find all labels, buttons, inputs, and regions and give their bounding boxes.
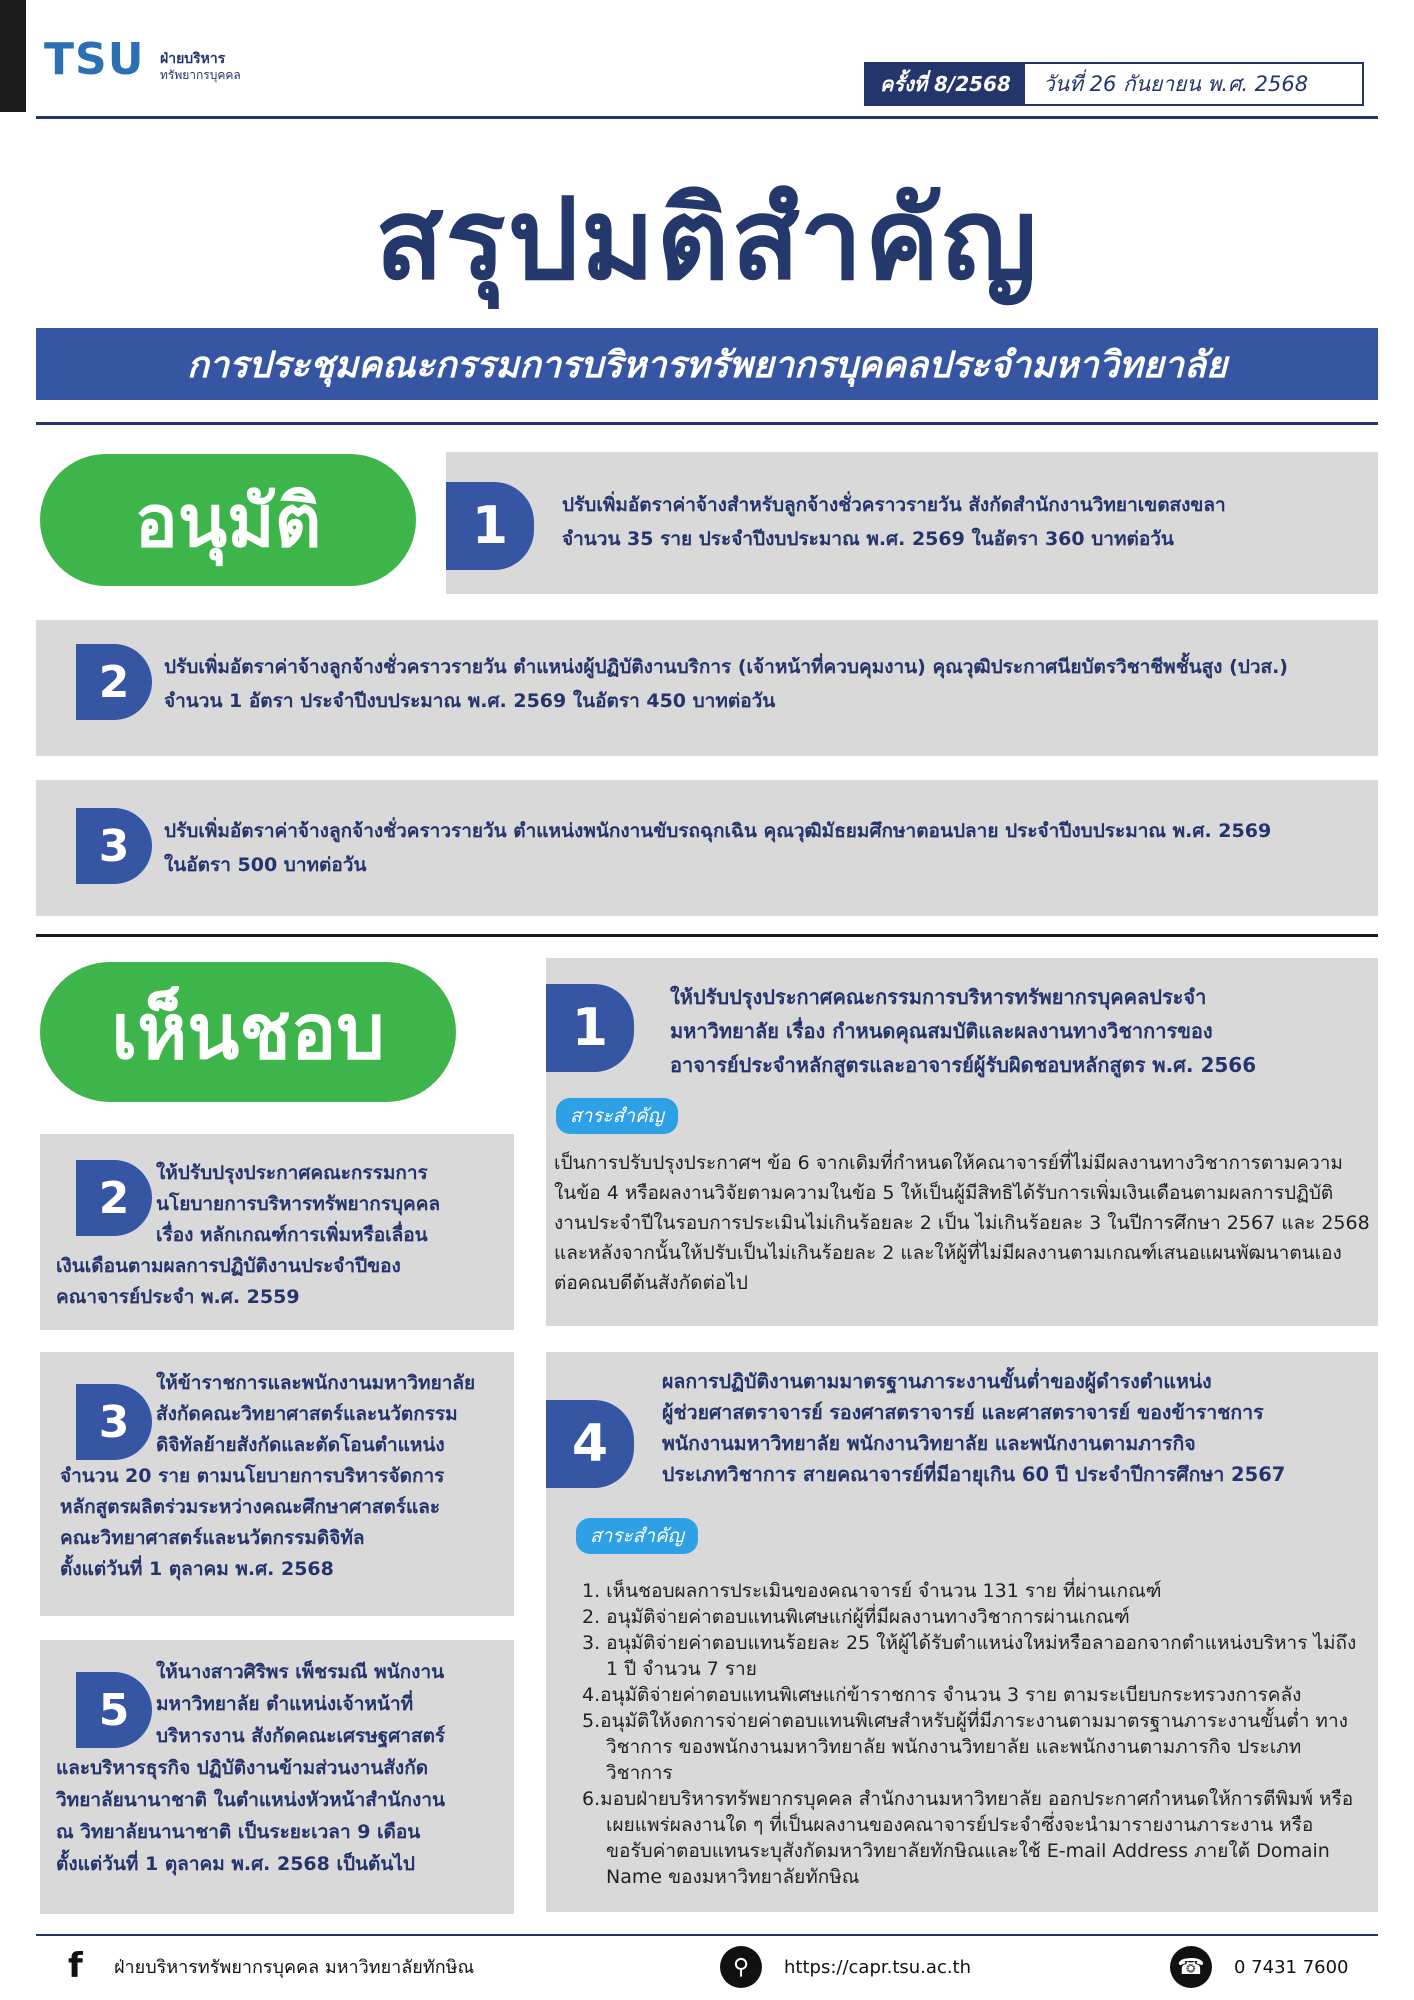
endorse-item-3 [40, 1352, 514, 1616]
key-points-tag-4: สาระสำคัญ [576, 1518, 698, 1554]
approve-item-3 [36, 780, 1378, 916]
facebook-label: ฝ่ายบริหารทรัพยากรบุคคล มหาวิทยาลัยทักษิณ [114, 1956, 475, 1978]
list-item: 1. เห็นชอบผลการประเมินของคณาจารย์ จำนวน 131 ราย ที่ผ่านเกณฑ์ [582, 1580, 1162, 1602]
logo-line1: ฝ่ายบริหาร [160, 51, 226, 67]
endorse-text-3: ให้ข้าราชการและพนักงานมหาวิทยาลัย สังกัดคณะวิทยาศาสตร์และนวัตกรรม ดิจิทัลย้ายสังกัดและตัดโอนตำแหน่ง จำนวน 20 ราย ตามนโยบายการบริหารจัดการ หลักสูตรผลิตร่วมระหว่างคณะศึกษาศาสตร์และ คณะวิทยาศาสตร์และนวัตกรรมดิจิทัล ตั้งแต่วันที่ 1 ตุลาคม พ.ศ. 2568 [60, 1372, 476, 1580]
list-item: 3. อนุมัติจ่ายค่าตอบแทนร้อยละ 25 ให้ผู้ได้รับตำแหน่งใหม่หรือลาออกจากตำแหน่งบริหาร ไม่ถึง 1 ปี จำนวน 7 ราย [582, 1632, 1357, 1680]
list-item: 4.อนุมัติจ่ายค่าตอบแทนพิเศษแก่ข้าราชการ จำนวน 3 ราย ตามระเบียบกระทรวงการคลัง [582, 1684, 1302, 1706]
approve-text-1: ปรับเพิ่มอัตราค่าจ้างสำหรับลูกจ้างชั่วคราวรายวัน สังกัดสำนักงานวิทยาเขตสงขลา จำนวน 35 ราย ประจำปีงบประมาณ พ.ศ. 2569 ในอัตรา 360 บาทต่อวัน [562, 494, 1226, 550]
endorse-item-5 [40, 1640, 514, 1914]
endorse-list-4 [580, 1578, 1360, 1890]
endorse-text-4: ผลการปฏิบัติงานตามมาตรฐานภาระงานขั้นต่ำของผู้ดำรงตำแหน่ง ผู้ช่วยศาสตราจารย์ รองศาสตราจารย์ และศาสตราจารย์ ของข้าราชการ พนักงานมหาวิทยาลัย พนักงานวิทยาลัย และพนักงานตามภารกิจ ประเภทวิชาการ สายคณาจารย์ที่มีอายุเกิน 60 ปี ประจำปีการศึกษา 2567 [662, 1370, 1286, 1486]
approve-text-3: ปรับเพิ่มอัตราค่าจ้างลูกจ้างชั่วคราวรายวัน ตำแหน่งพนักงานขับรถฉุกเฉิน คุณวุฒิมัธยมศึกษาตอนปลาย ประจำปีงบประมาณ พ.ศ. 2569 ในอัตรา 500 บาทต่อวัน [164, 820, 1272, 876]
section-divider [36, 934, 1378, 937]
approve-num-1: 1 [446, 482, 534, 570]
list-item: 5.อนุมัติให้งดการจ่ายค่าตอบแทนพิเศษสำหรับผู้ที่มีภาระงานตามมาตรฐานภาระงานขั้นต่ำ ทางวิชาการ ของพนักงานมหาวิทยาลัย พนักงานวิทยาลัย และพนักงานตามภารกิจ ประเภทวิชาการ [582, 1710, 1348, 1784]
endorse-num-4: 4 [546, 1400, 634, 1488]
phone-label: 0 7431 7600 [1234, 1956, 1349, 1978]
endorse-num-5: 5 [76, 1672, 152, 1748]
approve-text-2: ปรับเพิ่มอัตราค่าจ้างลูกจ้างชั่วคราวรายวัน ตำแหน่งผู้ปฏิบัติงานบริการ (เจ้าหน้าที่ควบคุมงาน) คุณวุฒิประกาศนียบัตรวิชาชีพชั้นสูง (ปวส.) จำนวน 1 อัตรา ประจำปีงบประมาณ พ.ศ. 2569 ในอัตรา 450 บาทต่อวัน [164, 656, 1288, 712]
endorse-body-1: เป็นการปรับปรุงประกาศฯ ข้อ 6 จากเดิมที่กำหนดให้คณาจารย์ที่ไม่มีผลงานทางวิชาการตามความ ในข้อ 4 หรือผลงานวิจัยตามความในข้อ 5 ให้เป็นผู้มีสิทธิได้รับการเพิ่มเงินเดือนตามผลการปฏิบัติ งานประจำปีในรอบการประเมินไม่เกินร้อยละ 2 เป็น ไม่เกินร้อยละ 3 ในปีการศึกษา 2567 และ 2568 และหลังจากนั้นให้ปรับเป็นไม่เกินร้อยละ 2 และให้ผู้ที่ไม่มีผลงานตามเกณฑ์เสนอแผนพัฒนาตนเอง ต่อคณบดีต้นสังกัดต่อไป [554, 1152, 1370, 1294]
website-label: https://capr.tsu.ac.th [784, 1956, 972, 1978]
tsu-logo [44, 22, 264, 102]
endorse-text-1: ให้ปรับปรุงประกาศคณะกรรมการบริหารทรัพยากรบุคคลประจำ มหาวิทยาลัย เรื่อง กำหนดคุณสมบัติและผลงานทางวิชาการของ อาจารย์ประจำหลักสูตรและอาจารย์ผู้รับผิดชอบหลักสูตร พ.ศ. 2566 [670, 985, 1257, 1077]
meeting-number: ครั้งที่ 8/2568 [866, 64, 1025, 104]
footer-rule [36, 1934, 1378, 1936]
endorse-label: เห็นชอบ [40, 962, 456, 1102]
logo-text: TSU [44, 34, 145, 85]
meeting-info [864, 62, 1364, 106]
endorse-text-2: ให้ปรับปรุงประกาศคณะกรรมการ นโยบายการบริหารทรัพยากรบุคคล เรื่อง หลักเกณฑ์การเพิ่มหรือเลื่อน เงินเดือนตามผลการปฏิบัติงานประจำปีของ คณาจารย์ประจำ พ.ศ. 2559 [56, 1162, 441, 1308]
approve-item-2 [36, 620, 1378, 756]
approve-label: อนุมัติ [40, 454, 416, 586]
list-item: 2. อนุมัติจ่ายค่าตอบแทนพิเศษแก่ผู้ที่มีผลงานทางวิชาการผ่านเกณฑ์ [582, 1606, 1130, 1628]
endorse-num-1: 1 [546, 984, 634, 1072]
endorse-item-2 [40, 1134, 514, 1330]
list-item: 6.มอบฝ่ายบริหารทรัพยากรบุคคล สำนักงานมหาวิทยาลัย ออกประกาศกำหนดให้การตีพิมพ์ หรือเผยแพร่ผลงานใด ๆ ที่เป็นผลงานของคณาจารย์ประจำซึ่งจะนำมารายงานภาระงาน หรือ ขอรับค่าตอบแทนระบุสังกัดมหาวิทยาลัยทักษิณและใช้ E-mail Address ภายใต้ Domain Name ของมหาวิทยาลัยทักษิณ [582, 1788, 1354, 1888]
page-title: สรุปมติสำคัญ [375, 175, 1039, 305]
globe-icon: ⚲ [720, 1946, 762, 1988]
endorse-num-2: 2 [76, 1160, 152, 1236]
footer-website[interactable] [720, 1946, 971, 1988]
endorse-num-3: 3 [76, 1384, 152, 1460]
key-points-tag-1: สาระสำคัญ [556, 1098, 678, 1134]
approve-num-2: 2 [76, 644, 152, 720]
subtitle-rule [36, 422, 1378, 425]
approve-num-3: 3 [76, 808, 152, 884]
phone-icon: ☎ [1170, 1946, 1212, 1988]
endorse-item-1 [546, 958, 1378, 1326]
footer-phone[interactable] [1170, 1946, 1349, 1988]
endorse-text-5: ให้นางสาวศิริพร เพ็ชรมณี พนักงาน มหาวิทยาลัย ตำแหน่งเจ้าหน้าที่ บริหารงาน สังกัดคณะเศรษฐศาสตร์ และบริหารธุรกิจ ปฏิบัติงานข้ามส่วนงานสังกัด วิทยาลัยนานาชาติ ในตำแหน่งหัวหน้าสำนักงาน ณ วิทยาลัยนานาชาติ เป็นระยะเวลา 9 เดือน ตั้งแต่วันที่ 1 ตุลาคม พ.ศ. 2568 เป็นต้นไป [56, 1661, 446, 1875]
header-rule [36, 116, 1378, 119]
page-subtitle: การประชุมคณะกรรมการบริหารทรัพยากรบุคคลประจำมหาวิทยาลัย [36, 328, 1378, 400]
endorse-item-4 [546, 1352, 1378, 1912]
logo-line2: ทรัพยากรบุคคล [160, 68, 241, 82]
approve-item-1 [446, 452, 1378, 594]
meeting-date: วันที่ 26 กันยายน พ.ศ. 2568 [1042, 71, 1309, 96]
corner-bar [0, 0, 26, 112]
facebook-icon: f [68, 1946, 83, 1986]
footer-facebook[interactable] [68, 1946, 474, 1986]
